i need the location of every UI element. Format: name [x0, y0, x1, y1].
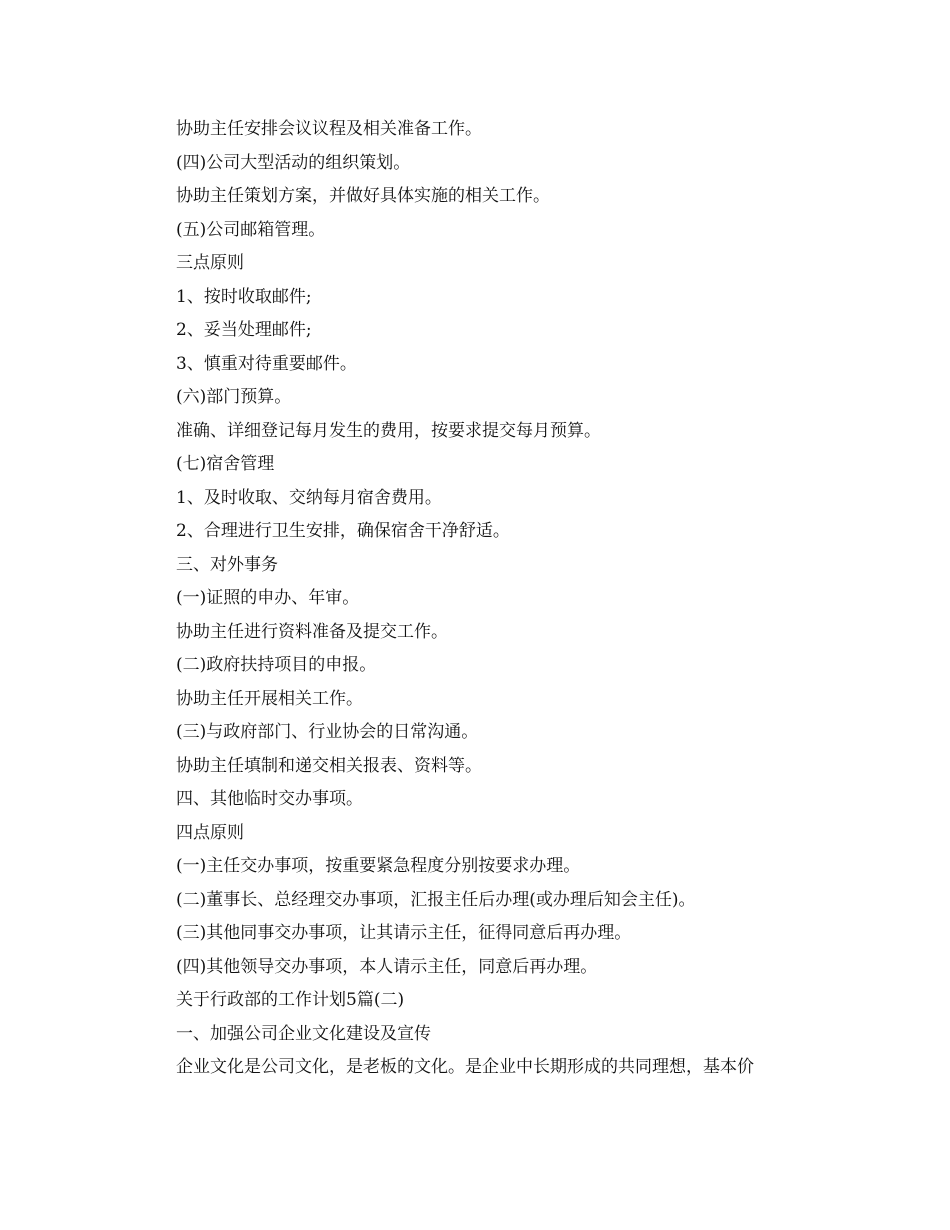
text-line: 三点原则 — [176, 253, 244, 273]
section-heading: (三)与政府部门、行业协会的日常沟通。 — [176, 722, 479, 742]
list-item: (二)董事长、总经理交办事项，汇报主任后办理(或办理后知会主任)。 — [176, 889, 696, 910]
text-line: 协助主任填制和递交相关报表、资料等。 — [176, 755, 482, 776]
chapter-heading: 三、对外事务 — [176, 554, 278, 575]
section-heading: (一)证照的申办、年审。 — [176, 588, 360, 608]
list-item: 1、及时收取、交纳每月宿舍费用。 — [176, 487, 442, 508]
list-item: (四)其他领导交办事项，本人请示主任，同意后再办理。 — [176, 956, 598, 977]
text-line: 准确、详细登记每月发生的费用，按要求提交每月预算。 — [176, 420, 601, 441]
list-item: 2、合理进行卫生安排，确保宿舍干净舒适。 — [176, 521, 510, 541]
list-item: 1、按时收取邮件; — [176, 286, 312, 307]
chapter-heading: 四、其他临时交办事项。 — [176, 789, 363, 809]
text-line: 协助主任开展相关工作。 — [176, 688, 363, 709]
section-heading: (七)宿舍管理 — [176, 454, 275, 474]
text-line: 协助主任安排会议议程及相关准备工作。 — [176, 119, 482, 139]
section-heading: (五)公司邮箱管理。 — [176, 219, 326, 240]
chapter-heading: 一、加强公司企业文化建设及宣传 — [176, 1023, 431, 1044]
list-item: (一)主任交办事项，按重要紧急程度分别按要求办理。 — [176, 856, 581, 876]
document-title: 关于行政部的工作计划5篇(二) — [176, 990, 405, 1010]
text-line: 协助主任进行资料准备及提交工作。 — [176, 621, 448, 642]
section-heading: (六)部门预算。 — [176, 387, 292, 407]
document-body — [176, 113, 836, 1085]
list-item: 3、慎重对待重要邮件。 — [176, 353, 357, 374]
list-item: 2、妥当处理邮件; — [176, 320, 312, 340]
section-heading: (四)公司大型活动的组织策划。 — [176, 152, 411, 173]
text-line: 四点原则 — [176, 822, 244, 843]
list-item: (三)其他同事交办事项，让其请示主任，征得同意后再办理。 — [176, 923, 632, 943]
text-line: 企业文化是公司文化，是老板的文化。是企业中长期形成的共同理想，基本价 — [176, 1057, 754, 1077]
section-heading: (二)政府扶持项目的申报。 — [176, 655, 377, 675]
text-line: 协助主任策划方案，并做好具体实施的相关工作。 — [176, 186, 550, 206]
